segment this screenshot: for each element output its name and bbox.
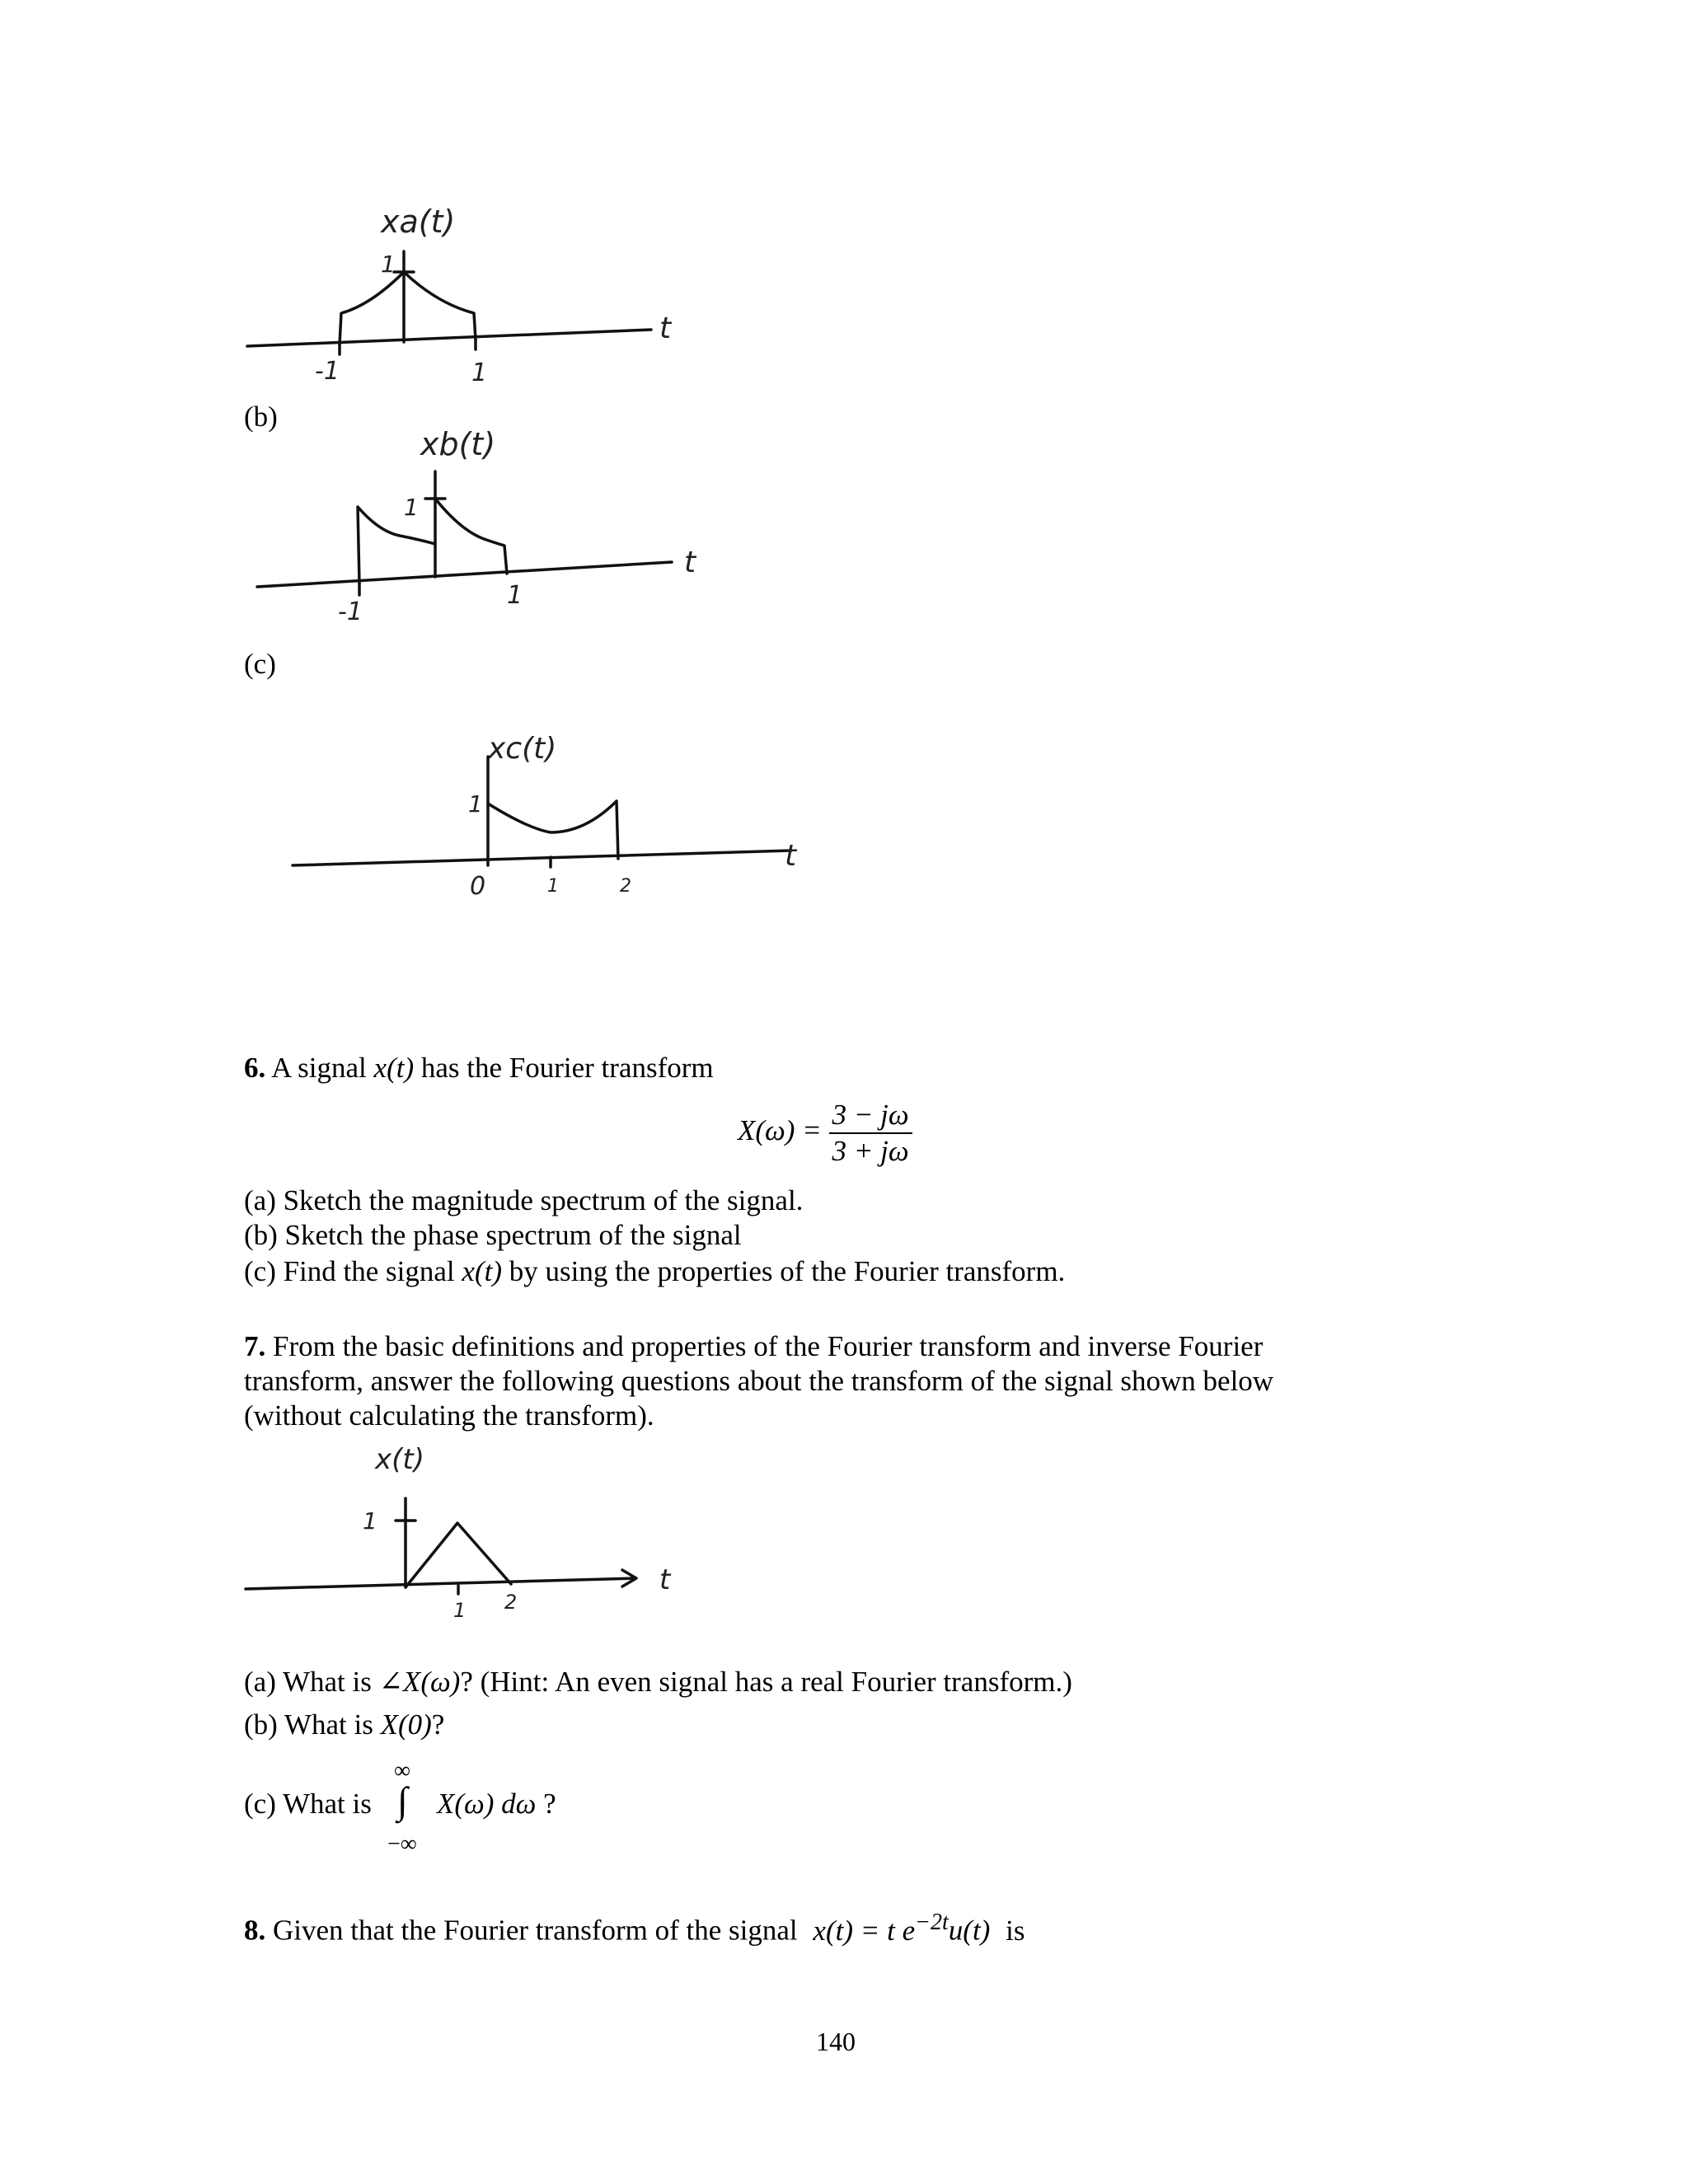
page-number: 140 (816, 2027, 856, 2056)
xb-axis-label: t (684, 546, 696, 579)
q6-signal: x(t) (373, 1052, 415, 1084)
q6-part-c-post: by using the properties of the Fourier transform. (509, 1255, 1066, 1287)
q8-expr-tail: u(t) (948, 1914, 991, 1947)
xa-tick-pos: 1 (471, 359, 488, 387)
q7-c-integral-sign: ∫ (397, 1779, 408, 1821)
q6-part-c-signal: x(t) (462, 1255, 502, 1287)
q7-b-post: ? (431, 1708, 445, 1741)
xb-tick-y: 1 (404, 494, 419, 521)
q6-part-a: (a) Sketch the magnitude spectrum of the signal. (244, 1184, 804, 1216)
q8-statement (244, 1909, 1025, 1948)
xc-axis-label: t (785, 839, 797, 873)
q7-axis (246, 1578, 635, 1589)
part-c-label: (c) (244, 648, 276, 680)
q8-expr-exp: −2t (915, 1910, 949, 1935)
q7-c-pre: (c) What is (244, 1788, 372, 1820)
q7-a-expr: ∠X(ω) (378, 1666, 461, 1698)
q7-tick-y: 1 (363, 1507, 377, 1535)
q7-part-a (244, 1665, 1072, 1699)
xb-signal-label: xb(t) (420, 426, 496, 462)
q7-part-b (244, 1708, 444, 1742)
q7-part-c (244, 1787, 372, 1821)
q7-c-upper-limit: ∞ (394, 1758, 410, 1783)
q7-tick-1: 1 (453, 1599, 467, 1622)
xa-signal-label: xa(t) (381, 204, 456, 240)
q7-line1-text: From the basic definitions and properties of the Fourier transform and inverse Fourier (273, 1330, 1264, 1362)
xc-signal-label: xc(t) (488, 732, 557, 766)
q6-part-c-pre: (c) Find the signal (244, 1255, 455, 1287)
q6-number: 6. (244, 1052, 266, 1084)
xc-tick-1: 1 (547, 876, 559, 897)
q7-c-lower-limit: −∞ (387, 1831, 417, 1857)
q7-a-post: ? (Hint: An even signal has a real Fourier transform.) (460, 1666, 1072, 1698)
xc-tick-zero: 0 (470, 872, 486, 901)
q7-c-expression (437, 1787, 556, 1821)
xa-tick-y: 1 (381, 251, 396, 278)
q7-triangle (406, 1523, 511, 1587)
q7-b-pre: (b) What is (244, 1708, 373, 1741)
q6-numerator: 3 − jω (829, 1098, 912, 1134)
q8-post: is (1006, 1914, 1025, 1947)
q8-text: Given that the Fourier transform of the signal (273, 1914, 798, 1947)
q6-part-b: (b) Sketch the phase spectrum of the signal (244, 1219, 742, 1251)
q7-line3: (without calculating the transform). (244, 1399, 654, 1432)
xc-tick-2: 2 (620, 876, 631, 897)
q7-number: 7. (244, 1330, 266, 1362)
q8-expr-base: x(t) = t e (813, 1914, 916, 1947)
q7-c-post: ? (543, 1788, 556, 1820)
q7-line2: transform, answer the following questions about the transform of the signal shown below (244, 1365, 1274, 1397)
xa-tick-neg: -1 (315, 357, 340, 386)
q7-signal-label: x(t) (375, 1443, 424, 1476)
q6-denominator: 3 + jω (832, 1135, 909, 1167)
q7-a-pre: (a) What is (244, 1666, 372, 1698)
xc-tick-y: 1 (468, 790, 483, 818)
q7-axis-label: t (659, 1563, 671, 1596)
q7-tick-2: 2 (504, 1591, 518, 1614)
xb-tick-pos: 1 (507, 581, 523, 610)
q8-number: 8. (244, 1914, 266, 1947)
q7-b-expr: X(0) (380, 1708, 432, 1741)
part-b-label: (b) (244, 401, 278, 433)
xa-axis-label: t (659, 312, 672, 345)
q7-c-expr: X(ω) dω (437, 1788, 537, 1820)
q6-intro-b: has the Fourier transform (420, 1052, 714, 1084)
q6-intro-a: A signal (271, 1052, 367, 1084)
xb-tick-neg: -1 (338, 598, 363, 626)
q6-lhs: X(ω) = (738, 1114, 822, 1147)
